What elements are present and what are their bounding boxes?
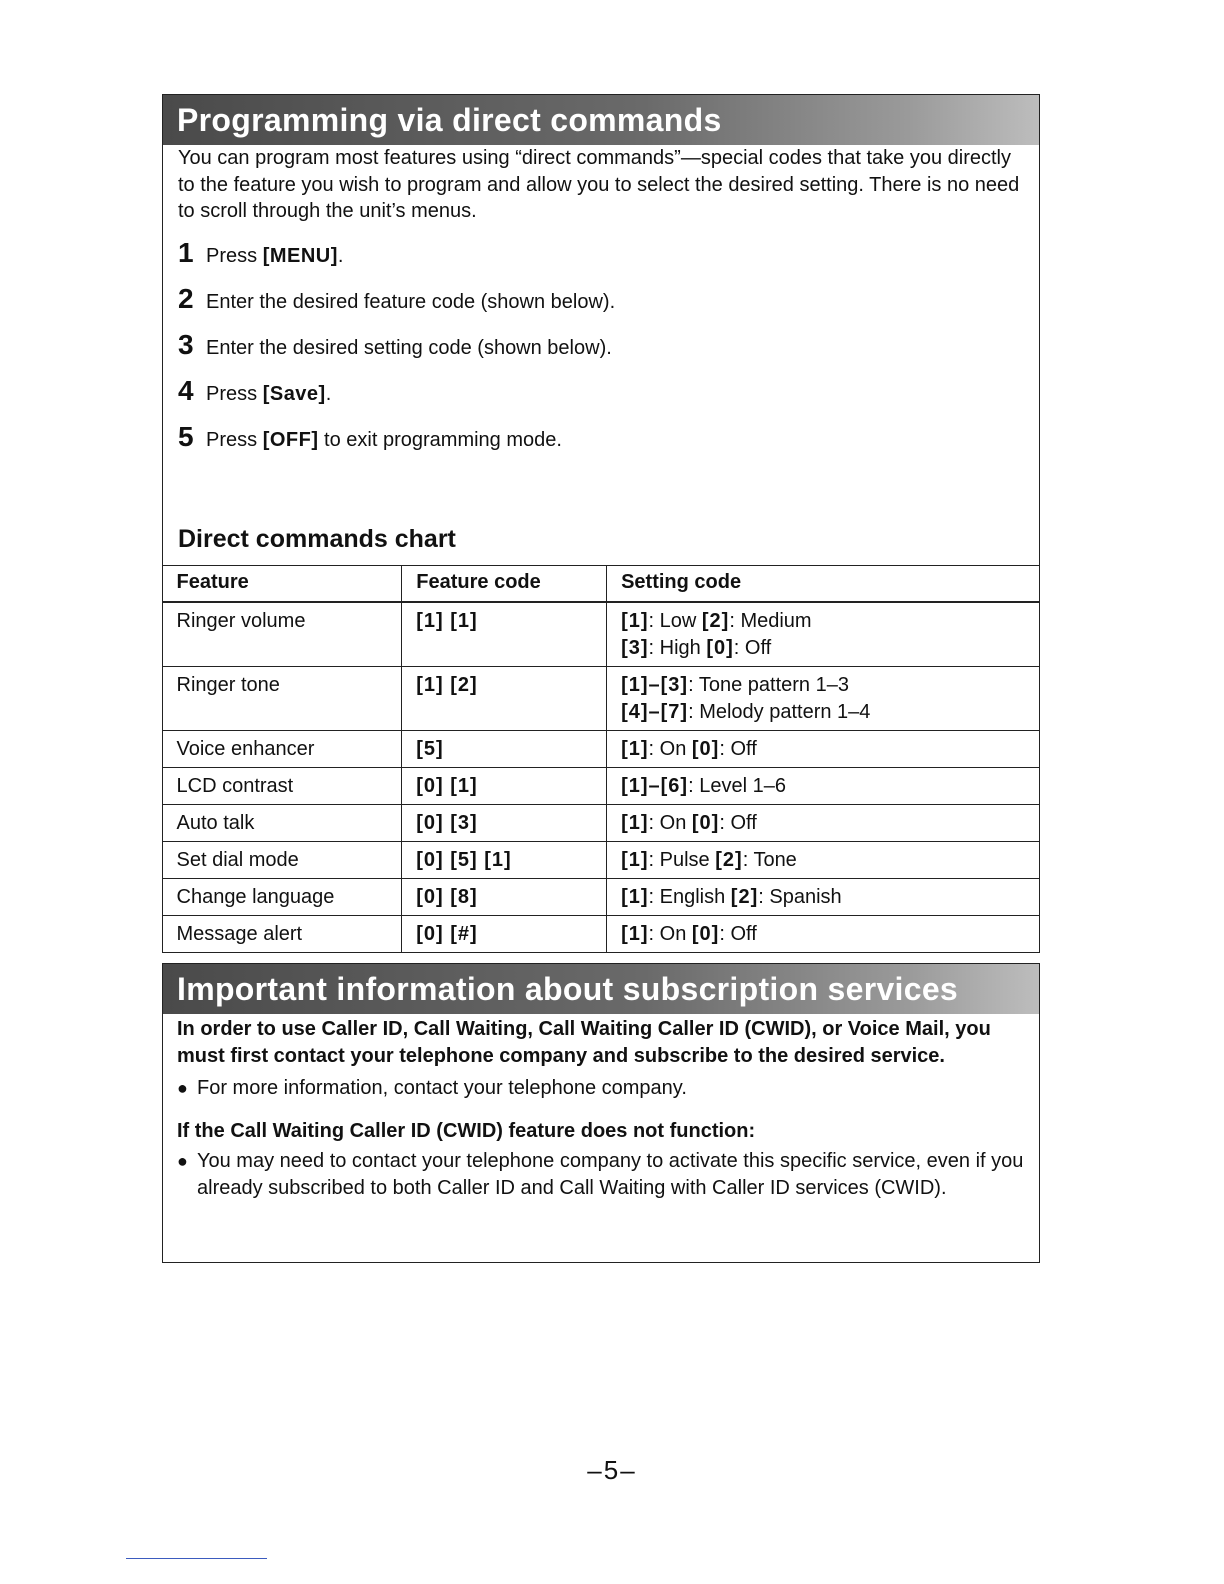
key-code: [2] bbox=[730, 886, 759, 908]
page-number: –5– bbox=[587, 1455, 637, 1485]
feature-code-cell: [0] [8] bbox=[402, 879, 607, 916]
setting-text: : On bbox=[648, 923, 692, 945]
key-code: [3] bbox=[621, 637, 649, 659]
step-3 bbox=[178, 329, 615, 375]
footer-rule bbox=[126, 1558, 267, 1559]
direct-commands-table bbox=[162, 565, 1040, 953]
feature-cell: Ringer volume bbox=[162, 602, 402, 667]
setting-line bbox=[621, 921, 1024, 948]
setting-text: : Low bbox=[648, 610, 702, 632]
chart-title: Direct commands chart bbox=[178, 525, 456, 553]
key-code: [1] bbox=[621, 849, 649, 871]
key-label: [OFF] bbox=[262, 429, 319, 451]
setting-line bbox=[621, 736, 1024, 763]
table-row bbox=[162, 667, 1039, 731]
step-text: Enter the desired setting code (shown below). bbox=[206, 337, 612, 359]
feature-cell: LCD contrast bbox=[162, 768, 402, 805]
key-code: [2] bbox=[715, 849, 743, 871]
header-feature: Feature bbox=[162, 566, 402, 603]
setting-text: : On bbox=[648, 812, 692, 834]
setting-text: : Medium bbox=[729, 610, 812, 632]
key-code: [2] bbox=[701, 610, 730, 632]
key-code: [1] bbox=[621, 812, 649, 834]
table-row bbox=[162, 602, 1039, 667]
key-code: [1] bbox=[621, 886, 649, 908]
step-number: 4 bbox=[178, 375, 194, 406]
feature-cell: Message alert bbox=[162, 916, 402, 953]
direct-commands-section bbox=[162, 94, 1040, 944]
feature-cell: Voice enhancer bbox=[162, 731, 402, 768]
setting-text: : English bbox=[648, 886, 731, 908]
feature-code-cell: [0] [#] bbox=[402, 916, 607, 953]
setting-text: : Spanish bbox=[758, 886, 842, 908]
setting-line bbox=[621, 847, 1024, 874]
setting-code-cell bbox=[607, 667, 1039, 731]
feature-code-cell: [0] [3] bbox=[402, 805, 607, 842]
step-text-tail: . bbox=[325, 383, 332, 405]
setting-line bbox=[621, 635, 1024, 662]
step-1 bbox=[178, 237, 615, 283]
key-code: [0] bbox=[691, 738, 720, 760]
key-code: [1] bbox=[621, 923, 649, 945]
setting-text: : Pulse bbox=[648, 849, 716, 871]
step-text: Press bbox=[206, 429, 263, 451]
key-code: [1] bbox=[621, 738, 649, 760]
setting-text: : On bbox=[648, 738, 692, 760]
cwid-subheading: If the Call Waiting Caller ID (CWID) feature does not function: bbox=[177, 1119, 756, 1142]
step-text-tail: . bbox=[337, 245, 344, 267]
bullet-icon: ● bbox=[177, 1151, 188, 1171]
bullet-text: You may need to contact your telephone company to activate this specific service, even if you already subscribed to both Caller ID and Call Waiting with Caller ID services (CWID). bbox=[197, 1150, 1024, 1199]
step-5 bbox=[178, 421, 615, 467]
key-code: [1]–[3] bbox=[621, 674, 689, 696]
setting-code-cell bbox=[607, 879, 1039, 916]
setting-line bbox=[621, 884, 1024, 911]
setting-text: : Off bbox=[719, 738, 757, 760]
feature-code-cell: [1] [2] bbox=[402, 667, 607, 731]
setting-line bbox=[621, 699, 1024, 726]
step-2 bbox=[178, 283, 615, 329]
step-text-tail: to exit programming mode. bbox=[318, 429, 562, 451]
setting-line bbox=[621, 773, 1024, 800]
feature-code-cell: [0] [1] bbox=[402, 768, 607, 805]
feature-cell: Change language bbox=[162, 879, 402, 916]
intro-paragraph: You can program most features using “direct commands”—special codes that take you directly to the feature you wish to program and allow you to select the desired setting. There is no need to scroll through the unit’s menus. bbox=[178, 147, 1020, 222]
header-setting-code: Setting code bbox=[607, 566, 1039, 603]
key-label: [Save] bbox=[262, 383, 326, 405]
setting-code-cell bbox=[607, 602, 1039, 667]
feature-cell: Auto talk bbox=[162, 805, 402, 842]
step-text: Press bbox=[206, 383, 263, 405]
feature-code-cell: [1] [1] bbox=[402, 602, 607, 667]
step-text: Enter the desired feature code (shown below). bbox=[206, 291, 616, 313]
table-header-row bbox=[162, 566, 1039, 603]
bullet-icon: ● bbox=[177, 1078, 188, 1098]
key-code: [4]–[7] bbox=[621, 701, 689, 723]
key-label: [MENU] bbox=[262, 245, 338, 267]
setting-line bbox=[621, 608, 1024, 635]
setting-code-cell bbox=[607, 805, 1039, 842]
header-feature-code: Feature code bbox=[402, 566, 607, 603]
table-row bbox=[162, 805, 1039, 842]
key-code: [0] bbox=[706, 637, 734, 659]
setting-text: : Melody pattern 1–4 bbox=[688, 701, 871, 723]
subscription-services-section bbox=[162, 963, 1040, 1263]
bold-notice: In order to use Caller ID, Call Waiting, Call Waiting Caller ID (CWID), or Voice Mail, you must first contact your telephone company and subscribe to the desired service. bbox=[177, 1018, 991, 1067]
feature-code-cell: [5] bbox=[402, 731, 607, 768]
step-number: 1 bbox=[178, 237, 194, 268]
setting-text: : Tone bbox=[742, 849, 797, 871]
setting-text: : Tone pattern 1–3 bbox=[688, 674, 849, 696]
setting-text: : Off bbox=[733, 637, 772, 659]
steps-list bbox=[178, 237, 615, 467]
setting-text: : High bbox=[648, 637, 707, 659]
step-number: 2 bbox=[178, 283, 194, 314]
bullet-item bbox=[177, 1148, 1027, 1201]
feature-cell: Ringer tone bbox=[162, 667, 402, 731]
step-text: Press bbox=[206, 245, 263, 267]
feature-code-cell: [0] [5] [1] bbox=[402, 842, 607, 879]
setting-line bbox=[621, 672, 1024, 699]
setting-text: : Off bbox=[719, 923, 757, 945]
step-number: 5 bbox=[178, 421, 194, 452]
setting-code-cell bbox=[607, 842, 1039, 879]
bullet-text: For more information, contact your telephone company. bbox=[197, 1077, 687, 1099]
key-code: [1]–[6] bbox=[621, 775, 689, 797]
setting-code-cell bbox=[607, 916, 1039, 953]
key-code: [1] bbox=[621, 610, 649, 632]
table-row bbox=[162, 879, 1039, 916]
table-row bbox=[162, 768, 1039, 805]
setting-code-cell bbox=[607, 768, 1039, 805]
table-row bbox=[162, 842, 1039, 879]
setting-text: : Off bbox=[719, 812, 757, 834]
feature-cell: Set dial mode bbox=[162, 842, 402, 879]
key-code: [0] bbox=[691, 923, 720, 945]
step-4 bbox=[178, 375, 615, 421]
section-banner: Important information about subscription services bbox=[163, 964, 1039, 1014]
setting-line bbox=[621, 810, 1024, 837]
table-row bbox=[162, 916, 1039, 953]
setting-code-cell bbox=[607, 731, 1039, 768]
key-code: [0] bbox=[691, 812, 720, 834]
bullet-item bbox=[177, 1075, 1027, 1102]
step-number: 3 bbox=[178, 329, 194, 360]
section-banner: Programming via direct commands bbox=[163, 95, 1039, 145]
table-row bbox=[162, 731, 1039, 768]
setting-text: : Level 1–6 bbox=[688, 775, 786, 797]
